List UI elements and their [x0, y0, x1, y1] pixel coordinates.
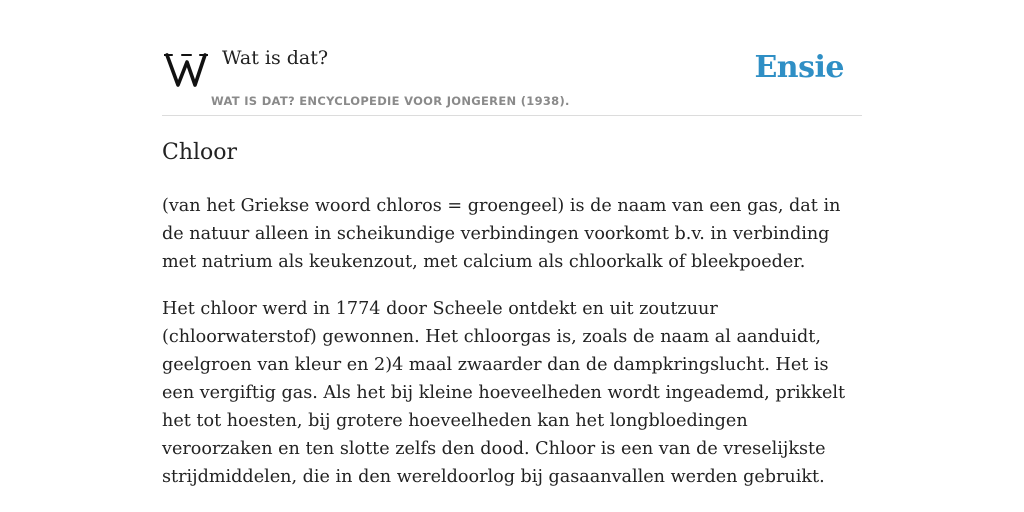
article-paragraph: Het chloor werd in 1774 door Scheele ontdekt en uit zoutzuur (chloorwaterstof) gewonnen. Het chloorgas is, zoals de naam al aanduidt, geelgroen van kleur en 2)4 maal zwaarder dan de dampkringslucht. Het is een vergiftig gas. Als het bij kleine hoeveelheden wordt ingeademd, prikkelt het tot hoesten, bij grotere hoeveelheden kan het longbloedingen veroorzaken en ten slotte zelfs den dood. Chloor is een van de vreselijkste strijdmiddelen, die in den wereldoorlog bij gasaanvallen werden gebruikt.: [162, 299, 846, 487]
brand-logo[interactable]: Ensie: [754, 50, 844, 85]
article-title: Chloor: [162, 140, 238, 165]
source-title[interactable]: Wat is dat?: [222, 47, 329, 69]
source-subtitle: WAT IS DAT? ENCYCLOPEDIE VOOR JONGEREN (1938).: [211, 94, 570, 108]
header: [162, 40, 862, 116]
wikipedia-w-icon[interactable]: [164, 52, 208, 88]
article-paragraph: (van het Griekse woord chloros = groengeel) is de naam van een gas, dat in de natuur alleen in scheikundige verbindingen voorkomt b.v. in verbinding met natrium als keukenzout, met calcium als chloorkalk of bleekpoeder.: [162, 196, 841, 272]
